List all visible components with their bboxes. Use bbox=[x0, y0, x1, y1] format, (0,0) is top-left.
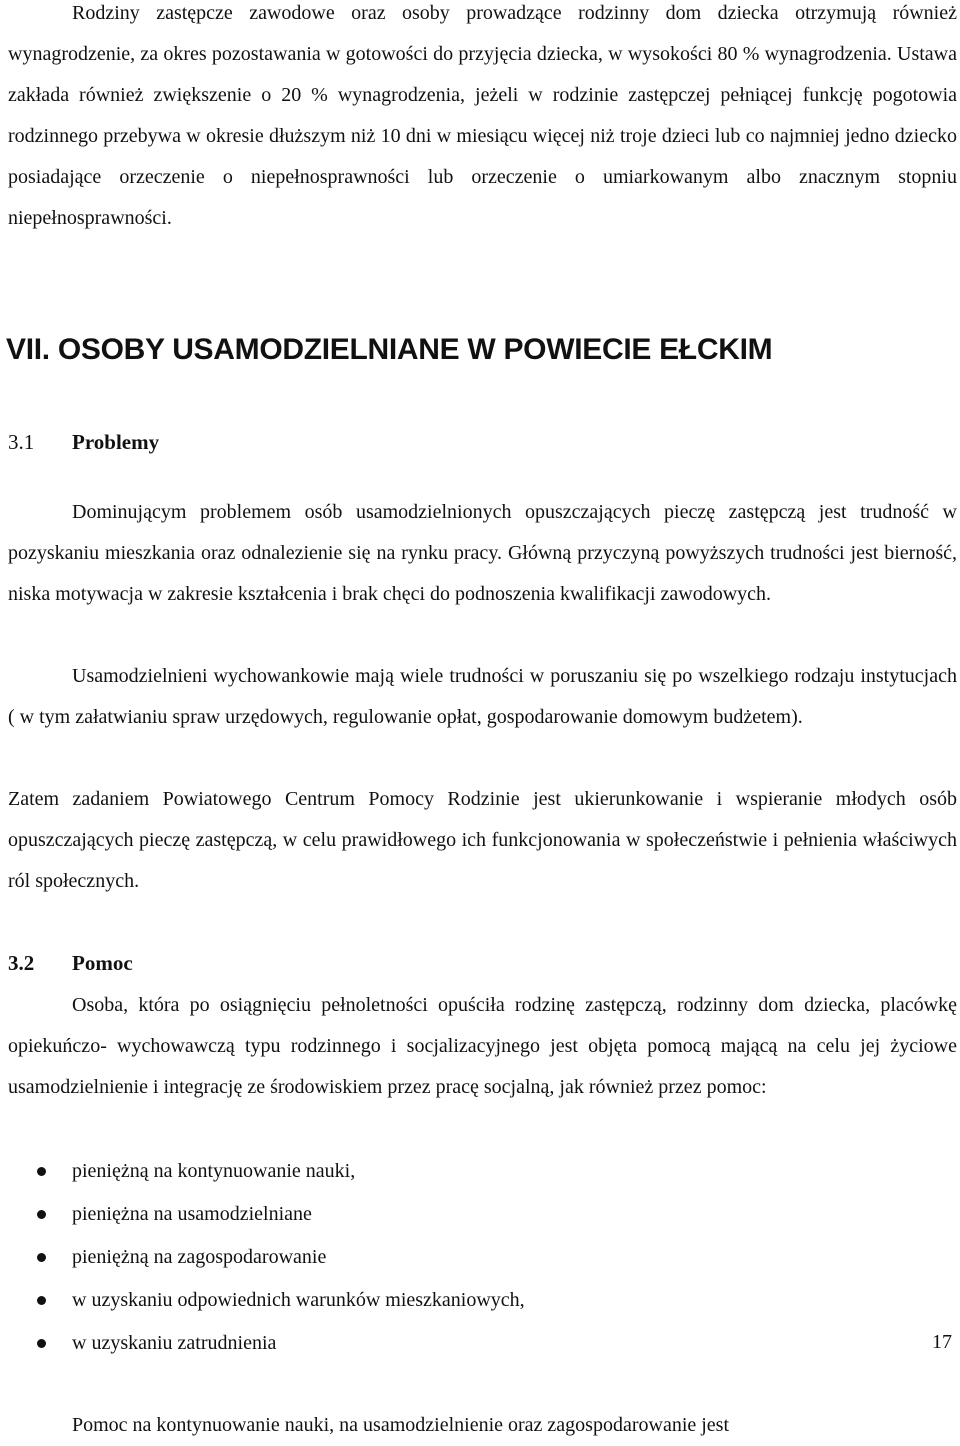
intro-paragraph-text: Rodziny zastępcze zawodowe oraz osoby prowadzące rodzinny dom dziecka otrzymują również wynagrodzenie, za okres pozostawania w gotowości do przyjęcia dziecka, w wysokości 80 % wynagrodzenia. Ustawa zakłada również zwiększenie o 20 % wynagrodzenia, jeżeli w rodzinie zastępczej pełniącej funkcję pogotowia rodzinnego przebywa w okresie dłuższym niż 10 dni w miesiącu więcej niż troje dzieci lub co najmniej jedno dziecko posiadające orzeczenie o niepełnosprawności lub orzeczenie o umiarkowanym albo znacznym stopniu niepełnosprawności. bbox=[8, 2, 957, 229]
bullet-icon bbox=[37, 1253, 46, 1262]
chapter-heading: VII. OSOBY USAMODZIELNIANE W POWIECIE EŁCKIM bbox=[6, 333, 773, 366]
list-item-text: pieniężną na kontynuowanie nauki, bbox=[72, 1160, 356, 1182]
section-number: 3.2 bbox=[8, 951, 35, 975]
section-title: Problemy bbox=[72, 430, 160, 454]
section-heading-problems bbox=[8, 430, 159, 455]
section-number: 3.1 bbox=[8, 430, 35, 454]
problems-paragraph-1: Dominującym problemem osób usamodzielnionych opuszczających pieczę zastępczą jest trudność w pozyskaniu mieszkania oraz odnalezienie się na rynku pracy. Główną przyczyną powyższych trudności jest bierność, niska motywacja w zakresie kształcenia i brak chęci do podnoszenia kwalifikacji zawodowych. bbox=[8, 501, 957, 605]
help-bullet-list bbox=[0, 1150, 960, 1365]
list-item-text: w uzyskaniu odpowiednich warunków mieszkaniowych, bbox=[72, 1289, 525, 1311]
section-heading-help bbox=[8, 951, 133, 976]
bullet-icon bbox=[37, 1210, 46, 1219]
list-item bbox=[0, 1322, 960, 1365]
help-paragraph: Osoba, która po osiągnięciu pełnoletności opuściła rodzinę zastępczą, rodzinny dom dziecka, placówkę opiekuńczo- wychowawczą typu rodzinnego i socjalizacyjnego jest objęta pomocą mającą na celu jej życiowe usamodzielnienie i integrację ze środowiskiem przez pracę socjalną, jak również przez pomoc: bbox=[8, 994, 957, 1098]
bullet-icon bbox=[37, 1296, 46, 1305]
bullet-icon bbox=[37, 1167, 46, 1176]
list-item-text: w uzyskaniu zatrudnienia bbox=[72, 1332, 277, 1354]
page-number: 17 bbox=[932, 1331, 952, 1353]
list-item bbox=[0, 1150, 960, 1193]
intro-paragraph bbox=[8, 0, 957, 239]
list-item bbox=[0, 1193, 960, 1236]
list-item bbox=[0, 1279, 960, 1322]
problems-paragraph-2: Usamodzielnieni wychowankowie mają wiele trudności w poruszaniu się po wszelkiego rodzaju instytucjach ( w tym załatwianiu spraw urzędowych, regulowanie opłat, gospodarowanie domowym budżetem). bbox=[8, 665, 957, 728]
list-item-text: pieniężna na usamodzielniane bbox=[72, 1203, 312, 1225]
section-title: Pomoc bbox=[72, 951, 133, 975]
closing-paragraph-fragment: Pomoc na kontynuowanie nauki, na usamodzielnienie oraz zagospodarowanie jest bbox=[72, 1414, 730, 1436]
list-item bbox=[0, 1236, 960, 1279]
problems-paragraph-3: Zatem zadaniem Powiatowego Centrum Pomocy Rodzinie jest ukierunkowanie i wspieranie młodych osób opuszczających pieczę zastępczą, w celu prawidłowego ich funkcjonowania w społeczeństwie i pełnienia właściwych ról społecznych. bbox=[8, 788, 957, 892]
bullet-icon bbox=[37, 1339, 46, 1348]
list-item-text: pieniężną na zagospodarowanie bbox=[72, 1246, 327, 1268]
